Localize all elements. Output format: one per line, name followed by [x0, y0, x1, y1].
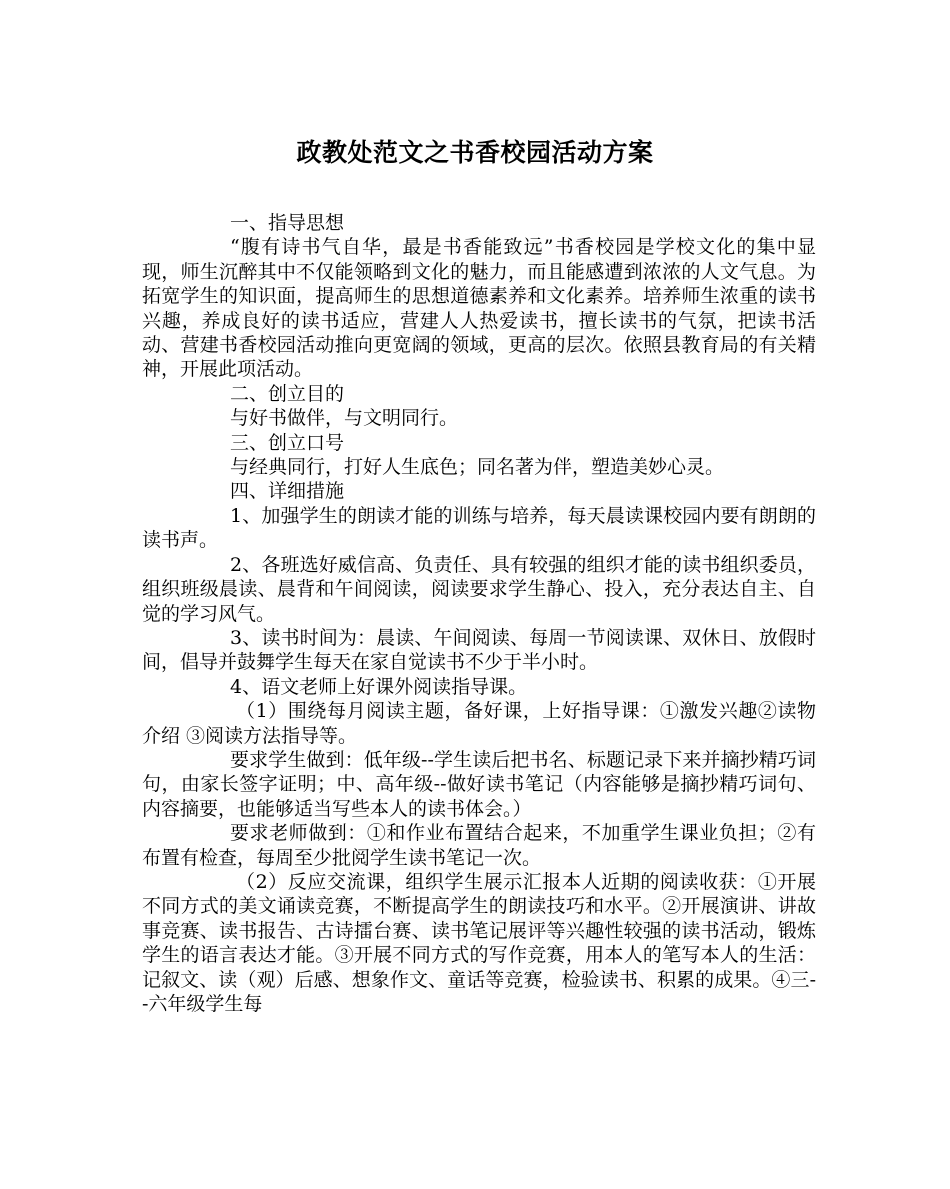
body-paragraph: “腹有诗书气自华，最是书香能致远”书香校园是学校文化的集中显现，师生沉醉其中不仅能领略到文化的魅力，而且能感遭到浓浓的人文气息。为拓宽学生的知识面，提高师生的思想道德素养和文化素养。培养师生浓重的读书兴趣，养成良好的读书适应，营建人人热爱读书，擅长读书的气氛，把读书活动、营建书香校园活动推向更宽阔的领域，更高的层次。依照县教育局的有关精神，开展此项活动。 [142, 236, 816, 381]
sub-list-item: （2）反应交流课，组织学生展示汇报本人近期的阅读收获：①开展不同方式的美文诵读竞赛，不断提高学生的朗读技巧和水平。②开展演讲、讲故事竞赛、读书报告、古诗擂台赛、读书笔记展评等兴趣性较强的读书活动，锻炼学生的语言表达才能。③开展不同方式的写作竞赛，用本人的笔写本人的生活：记叙文、读（观）后感、想象作文、童话等竞赛，检验读书、积累的成果。④三--六年级学生每 [142, 870, 816, 1015]
section-heading-slogan: 三、创立口号 [230, 431, 345, 454]
section-heading-measures: 四、详细措施 [230, 480, 345, 503]
body-paragraph: 要求老师做到：①和作业布置结合起来，不加重学生课业负担；②有布置有检查，每周至少批阅学生读书笔记一次。 [142, 822, 816, 869]
section-heading-guiding-thought: 一、指导思想 [230, 212, 345, 234]
list-item: 3、读书时间为：晨读、午间阅读、每周一节阅读课、双休日、放假时间，倡导并鼓舞学生每天在家自觉读书不少于半小时。 [142, 626, 816, 674]
list-item: 2、各班选好威信高、负责任、具有较强的组织才能的读书组织委员，组织班级晨读、晨背和午间阅读，阅读要求学生静心、投入，充分表达自主、自觉的学习风气。 [142, 553, 816, 625]
body-paragraph: 要求学生做到：低年级--学生读后把书名、标题记录下来并摘抄精巧词句，由家长签字证明；中、高年级--做好读书笔记（内容能够是摘抄精巧词句、内容摘要，也能够适当写些本人的读书体会。） [142, 748, 816, 820]
document-title: 政教处范文之书香校园活动方案 [296, 138, 654, 167]
sub-list-item: （1）围绕每月阅读主题，备好课，上好指导课：①激发兴趣②读物介绍 ③阅读方法指导等。 [142, 700, 816, 747]
body-paragraph: 与经典同行，打好人生底色；同名著为伴，塑造美妙心灵。 [230, 456, 725, 479]
section-heading-purpose: 二、创立目的 [230, 382, 345, 405]
list-item: 4、语文老师上好课外阅读指导课。 [230, 675, 528, 698]
list-item: 1、加强学生的朗读才能的训练与培养，每天晨读课校园内要有朗朗的读书声。 [142, 504, 816, 552]
body-paragraph: 与好书做伴，与文明同行。 [230, 407, 459, 430]
document-body [142, 211, 816, 1016]
